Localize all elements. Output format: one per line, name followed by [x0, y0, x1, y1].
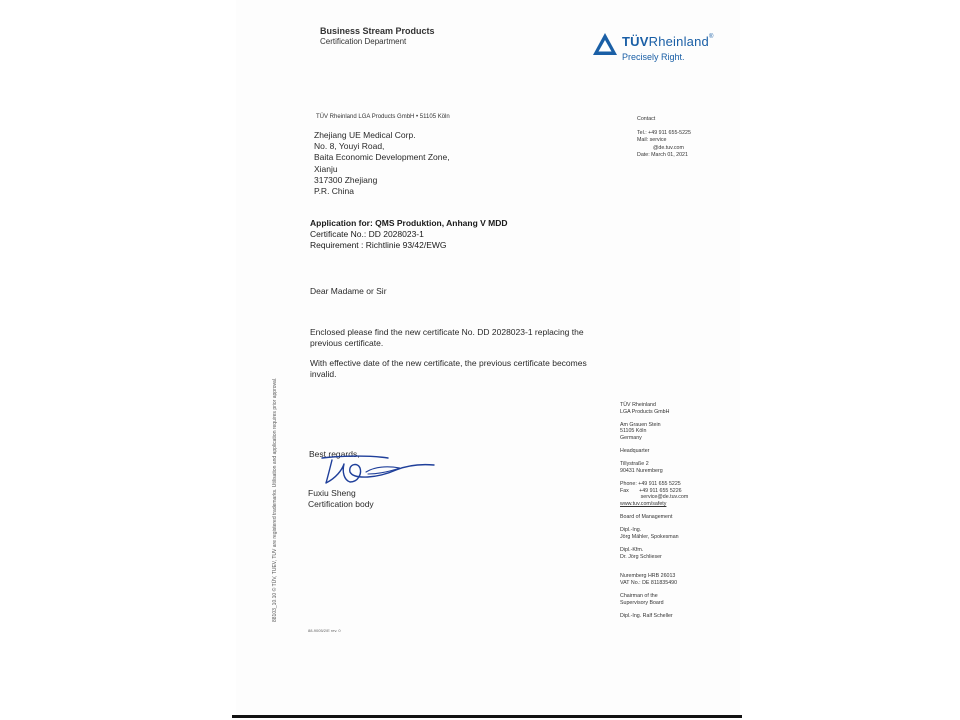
logo-wordmark: TÜVRheinland® [622, 34, 714, 49]
closing: Best regards, [309, 449, 360, 459]
address-line: Zhejiang UE Medical Corp. [314, 130, 416, 140]
salutation: Dear Madame or Sir [310, 286, 387, 296]
info-line: 90431 Nuremberg [620, 467, 663, 474]
info-line [620, 606, 688, 613]
info-line [620, 508, 688, 515]
company-info-sidebar [620, 402, 688, 620]
info-line [620, 455, 688, 462]
subject-application: Application for: QMS Produktion, Anhang V MDD [310, 218, 508, 228]
address-line: P.R. China [314, 186, 355, 197]
info-line: Nuremberg HRB 26013 [620, 573, 676, 580]
contact-block [637, 116, 691, 159]
info-line: Dr. Jörg Schlieser [620, 553, 662, 560]
contact-date: Date: March 01, 2021 [637, 151, 688, 158]
contact-mail: Mail: service [637, 137, 667, 144]
info-line: service@de.tuv.com [620, 494, 689, 501]
contact-tel: Tel.: +49 911 655-5225 [637, 130, 691, 137]
info-line: Dipl.-Ing. Ralf Scheller [620, 613, 673, 619]
info-line: Dipl.-Kfm. [620, 547, 644, 554]
subject-block [310, 218, 508, 250]
info-line: Board of Management [620, 514, 673, 521]
signer-name: Fuxiu Sheng [308, 488, 356, 498]
recipient-address [314, 130, 450, 197]
info-line: Fax +49 911 655 5226 [620, 487, 682, 494]
contact-mail-domain: @de.tuv.com [653, 144, 684, 151]
info-line [620, 521, 688, 528]
info-line: www.tuv.com/safety [620, 500, 667, 507]
address-line: No. 8, Youyi Road, [314, 141, 385, 152]
info-line [620, 567, 688, 574]
signer-role: Certification body [308, 499, 374, 509]
logo-tagline: Precisely Right. [622, 52, 685, 62]
info-line: Supervisory Board [620, 599, 664, 606]
address-line: Xianju [314, 163, 338, 174]
header-title: Business Stream Products [320, 26, 435, 36]
info-line: 51105 Köln [620, 428, 647, 435]
signer-block [308, 488, 374, 510]
info-line: TÜV Rheinland [620, 402, 656, 408]
contact-label: Contact [637, 116, 656, 122]
body-paragraph: With effective date of the new certificate, the previous certificate becomes invalid. [310, 358, 587, 379]
address-line: 317300 Zhejiang [314, 174, 378, 185]
info-line: VAT No.: DE 811835490 [620, 580, 678, 587]
info-line: Headquarter [620, 448, 650, 455]
body-paragraph: Enclosed please find the new certificate No. DD 2028023-1 replacing the previous certificate. [310, 327, 584, 348]
info-line [620, 415, 688, 422]
letter-body [310, 327, 610, 389]
signature-image [318, 452, 438, 491]
address-line: Baita Economic Development Zone, [314, 152, 450, 163]
info-line: Jörg Mähler, Spokesman [620, 533, 679, 540]
info-line: Tillystraße 2 [620, 461, 649, 468]
info-line [620, 540, 688, 547]
info-line [620, 587, 688, 594]
info-line [620, 475, 688, 482]
sender-line: TÜV Rheinland LGA Products GmbH • 51105 Köln [316, 114, 450, 120]
subject-requirement: Requirement : Richtlinie 93/42/EWG [310, 239, 447, 250]
info-line [620, 560, 688, 567]
info-line [620, 442, 688, 449]
info-line: LGA Products GmbH [620, 408, 670, 415]
header-department: Certification Department [320, 37, 407, 46]
company-logo [592, 32, 714, 62]
info-line: Phone: +49 911 655 5225 [620, 481, 681, 488]
info-line: Dipl.-Ing. [620, 527, 642, 534]
info-line: Germany [620, 434, 642, 441]
tuv-triangle-icon [592, 32, 618, 56]
subject-certificate: Certificate No.: DD 2028023-1 [310, 228, 424, 239]
trademark-note: 88103_10.10 © TÜV, TUEV, TUV are registered trademarks. Utilisation and application requires prior approval. [272, 377, 278, 622]
info-line: Am Grauen Stein [620, 421, 661, 428]
info-line: Chairman of the [620, 593, 658, 600]
form-code: 88-9005/2/E rev. 0 [308, 628, 341, 633]
bottom-divider [232, 715, 742, 718]
